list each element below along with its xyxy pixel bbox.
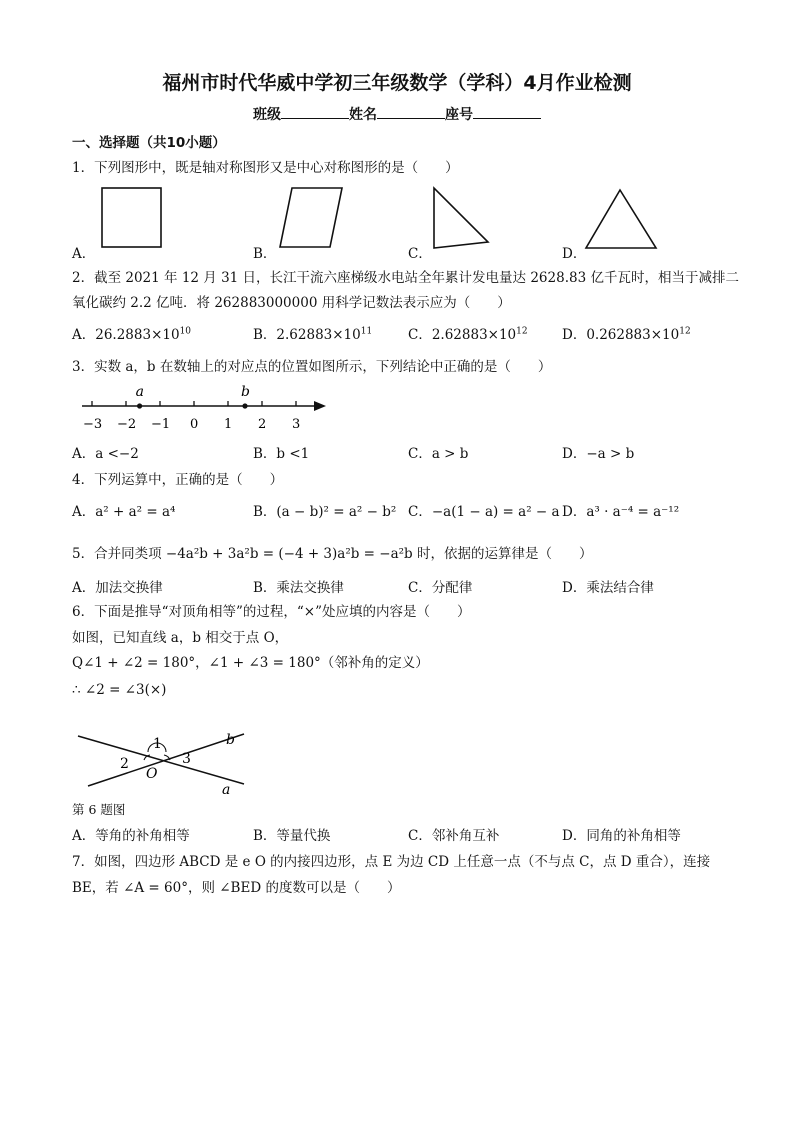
equilateral-triangle-icon [582,186,662,254]
q5-option-b[interactable]: B．乘法交换律 [253,580,344,596]
line-a-label: a [222,782,231,798]
student-info-line [0,104,794,124]
q4-stem: 4．下列运算中，正确的是（ ） [72,472,284,488]
point-o-label: O [146,766,158,782]
q3-option-a[interactable]: A．a <−2 [72,446,139,462]
q1-option-b[interactable]: B． [253,246,277,262]
q2-option-a[interactable]: A．$26.2883\times 10^{10}$ [72,326,192,343]
point-a-label: a [135,384,144,400]
number-line-tick-label: −1 [151,417,171,432]
q4-option-c[interactable]: C．−a(1 − a) = a² − a [408,504,560,520]
q2-option-c[interactable]: C．$2.62883\times 10^{12}$ [408,326,528,343]
name-label: 姓名 [349,107,377,123]
q6-line3: Q∠1 + ∠2 = 180°，∠1 + ∠3 = 180°（邻补角的定义） [72,655,429,671]
q6-line4: ∴ ∠2 = ∠3(×) [72,682,167,698]
seat-label: 座号 [445,107,473,123]
q2-option-d[interactable]: D．$0.262883\times 10^{12}$ [562,326,691,343]
q5-option-a[interactable]: A．加法交换律 [72,580,163,596]
number-line-tick-label: 3 [292,417,301,432]
q6-option-c[interactable]: C．邻补角互补 [408,828,500,844]
q1-option-c[interactable]: C． [408,246,432,262]
q3-option-c[interactable]: C．a > b [408,446,469,462]
q5-stem: 5．合并同类项 −4a²b + 3a²b = (−4 + 3)a²b = −a²b 时，依据的运算律是（ ） [72,546,593,562]
section-heading: 一、选择题（共10小题） [72,135,226,151]
number-line-tick-label: 1 [224,417,233,432]
point-b-label: b [241,384,250,400]
square-icon [96,184,168,250]
q3-option-d[interactable]: D．−a > b [562,446,635,462]
q1-stem: 1．下列图形中，既是轴对称图形又是中心对称图形的是（ ） [72,160,459,176]
number-line-figure [76,378,336,436]
name-blank[interactable] [377,106,445,119]
q6-line2: 如图，已知直线 a，b 相交于点 O， [72,630,289,646]
parallelogram-icon [272,184,352,250]
number-line-tick-label: −3 [83,417,103,432]
intersecting-lines-figure [74,726,254,798]
q4-option-b[interactable]: B．(a − b)² = a² − b² [253,504,397,520]
q2-stem-line2: 氧化碳约 2.2 亿吨．将 262883000000 用科学记数法表示应为（ ） [72,295,511,311]
right-triangle-icon [426,184,496,254]
q5-option-c[interactable]: C．分配律 [408,580,473,596]
q2-option-b[interactable]: B．$2.62883\times 10^{11}$ [253,326,373,343]
q3-option-b[interactable]: B．b <1 [253,446,310,462]
q7-line2: BE，若 ∠A = 60°，则 ∠BED 的度数可以是（ ） [72,880,401,896]
q6-figure-caption: 第 6 题图 [72,802,126,817]
q5-option-d[interactable]: D．乘法结合律 [562,580,654,596]
q6-stem: 6．下面是推导“对顶角相等”的过程，“×”处应填的内容是（ ） [72,604,471,620]
point-a [137,403,142,408]
q2-stem-line1: 2．截至 2021 年 12 月 31 日，长江干流六座梯级水电站全年累计发电量达 2628.83 亿千瓦时，相当于减排二 [72,270,739,286]
q1-option-d[interactable]: D． [562,246,587,262]
number-line-tick-label: 2 [258,417,267,432]
q4-option-a[interactable]: A．a² + a² = a⁴ [72,504,176,520]
q3-stem: 3．实数 a，b 在数轴上的对应点的位置如图所示，下列结论中正确的是（ ） [72,359,552,375]
class-label: 班级 [253,107,281,123]
line-b [88,734,244,786]
angle-1-label: 1 [153,736,162,752]
angle-2-label: 2 [120,756,129,772]
number-line-tick-label: 0 [190,417,199,432]
angle-3-label: 3 [182,751,191,767]
q1-option-a[interactable]: A． [72,246,96,262]
q6-option-a[interactable]: A．等角的补角相等 [72,828,190,844]
class-blank[interactable] [281,106,349,119]
seat-blank[interactable] [473,106,541,119]
page-title: 福州市时代华威中学初三年级数学（学科）4月作业检测 [162,72,632,94]
q7-line1: 7．如图，四边形 ABCD 是 e O 的内接四边形，点 E 为边 CD 上任意一点（不与点 C，点 D 重合），连接 [72,854,711,870]
number-line-tick-label: −2 [117,417,137,432]
line-b-label: b [226,732,235,748]
q6-option-b[interactable]: B．等量代换 [253,828,331,844]
point-b [242,403,247,408]
q6-option-d[interactable]: D．同角的补角相等 [562,828,681,844]
q4-option-d[interactable]: D．a³ · a⁻⁴ = a⁻¹² [562,504,680,520]
